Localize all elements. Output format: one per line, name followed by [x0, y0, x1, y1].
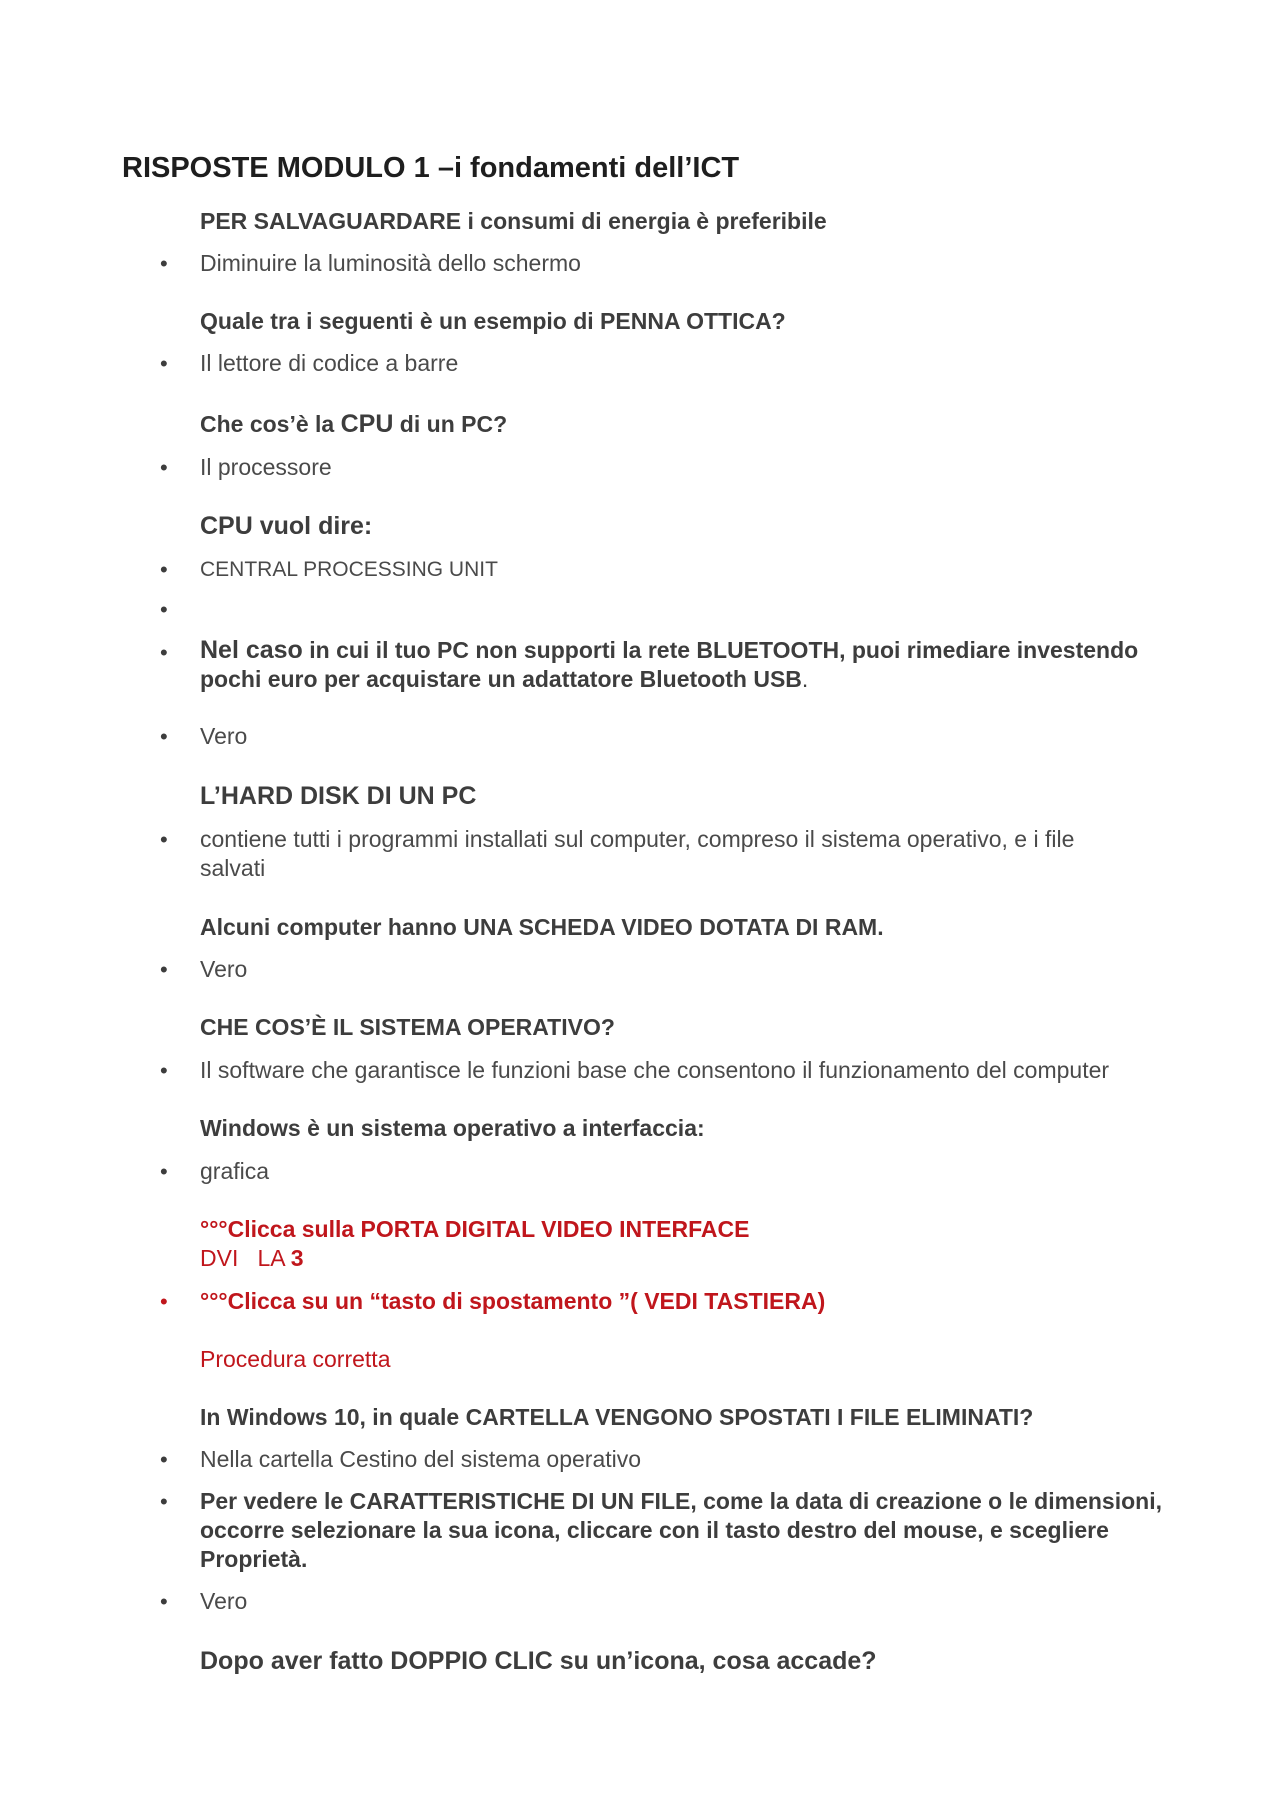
question-deleted-files: In Windows 10, in quale CARTELLA VENGONO SPOSTATI I FILE ELIMINATI?: [200, 1404, 1034, 1430]
bullet: •: [160, 351, 168, 376]
question-hard-disk: L’HARD DISK DI UN PC: [200, 782, 477, 810]
question-double-click: Dopo aver fatto DOPPIO CLIC su un’icona, cosa accade?: [200, 1647, 877, 1675]
question-shift-key: °°°Clicca su un “tasto di spostamento ”( VEDI TASTIERA): [200, 1288, 826, 1314]
answer-operating-system: Il software che garantisce le funzioni base che consentono il funzionamento del computer: [200, 1057, 1110, 1083]
bullet: •: [160, 455, 168, 480]
answer-hard-disk: contiene tutti i programmi installati sul computer, compreso il sistema operativo, e i file salvati: [200, 826, 1075, 881]
answer-bluetooth: Vero: [200, 723, 248, 749]
question-file-properties: Per vedere le CARATTERISTICHE DI UN FILE, come la data di creazione o le dimensioni, occorre selezionare la sua icona, cliccare con il tasto destro del mouse, e scegliere Proprietà.: [200, 1488, 1162, 1572]
answer-dvi-port: [200, 1244, 304, 1273]
bullet: •: [160, 1159, 168, 1184]
question-energy-saving: PER SALVAGUARDARE i consumi di energia è preferibile: [200, 208, 827, 234]
answer-windows-interface: grafica: [200, 1158, 270, 1184]
question-cpu: [200, 410, 507, 439]
question-cpu-meaning: CPU vuol dire:: [200, 512, 373, 540]
answer-shift-key: Procedura corretta: [200, 1346, 391, 1372]
bullet: •: [160, 1289, 168, 1314]
bullet: •: [160, 1489, 168, 1514]
question-dvi-port: °°°Clicca sulla PORTA DIGITAL VIDEO INTERFACE: [200, 1216, 750, 1242]
question-video-card: Alcuni computer hanno UNA SCHEDA VIDEO DOTATA DI RAM.: [200, 914, 884, 940]
answer-dvi-port-text: DVI LA: [200, 1245, 291, 1271]
bullet: •: [160, 1447, 168, 1472]
question-bluetooth-end: .: [801, 666, 809, 692]
question-operating-system: CHE COS’È IL SISTEMA OPERATIVO?: [200, 1014, 615, 1040]
answer-file-properties: Vero: [200, 1588, 248, 1614]
bullet: •: [160, 827, 168, 852]
bullet: •: [160, 557, 168, 582]
page-title: RISPOSTE MODULO 1 –i fondamenti dell’ICT: [122, 152, 740, 184]
answer-cpu: Il processore: [200, 454, 332, 480]
answer-video-card: Vero: [200, 956, 248, 982]
answer-deleted-files: Nella cartella Cestino del sistema operativo: [200, 1446, 642, 1472]
bullet: •: [160, 1058, 168, 1083]
question-cpu-term: CPU: [340, 410, 394, 438]
bullet: •: [160, 957, 168, 982]
bullet: •: [160, 640, 168, 665]
answer-energy-saving: Diminuire la luminosità dello schermo: [200, 250, 581, 276]
question-bluetooth: [200, 636, 1160, 694]
bullet: •: [160, 724, 168, 749]
answer-cpu-meaning: CENTRAL PROCESSING UNIT: [200, 558, 498, 581]
bullet-empty: •: [160, 597, 168, 622]
question-cpu-post: di un PC?: [393, 411, 508, 437]
question-bluetooth-lead: Nel caso: [200, 636, 303, 664]
answer-dvi-port-number: 3: [290, 1245, 304, 1271]
answer-light-pen: Il lettore di codice a barre: [200, 350, 459, 376]
bullet: •: [160, 251, 168, 276]
question-windows-interface: Windows è un sistema operativo a interfaccia:: [200, 1115, 705, 1141]
question-bluetooth-rest: in cui il tuo PC non supporti la rete BLUETOOTH, puoi rimediare investendo pochi euro per acquistare un adattatore Bluetooth USB: [200, 637, 1139, 692]
question-cpu-pre: Che cos’è la: [200, 411, 341, 437]
question-light-pen: Quale tra i seguenti è un esempio di PENNA OTTICA?: [200, 308, 786, 334]
bullet: •: [160, 1589, 168, 1614]
